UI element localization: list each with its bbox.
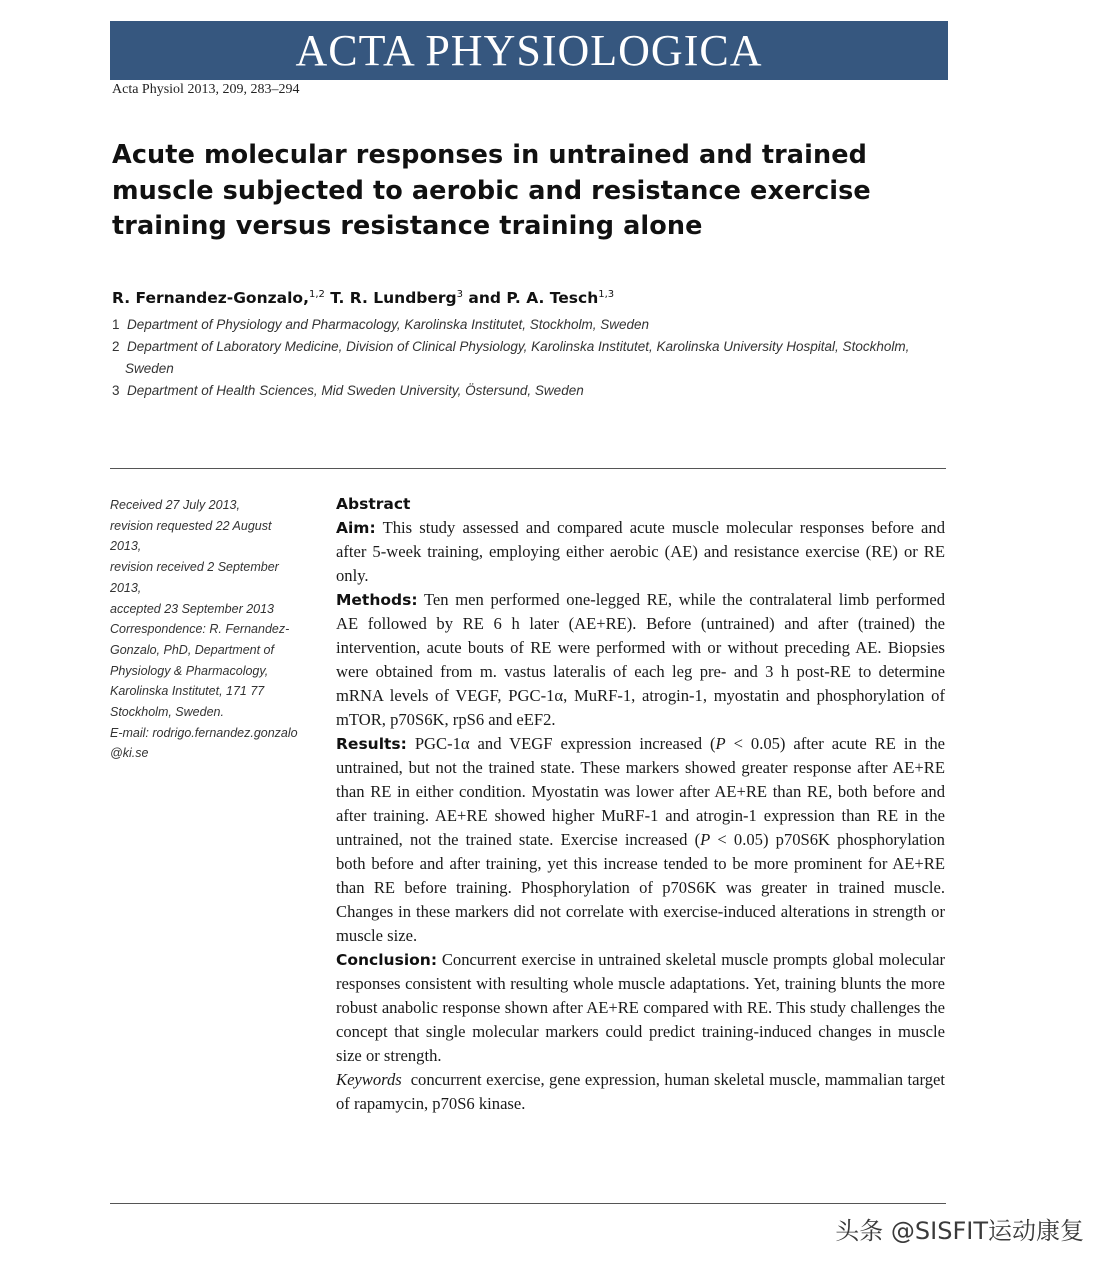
author-list [112, 289, 614, 307]
keywords-text: concurrent exercise, gene expression, human skeletal muscle, mammalian target of rapamycin, p70S6 kinase. [336, 1070, 946, 1113]
affiliation-text: Department of Health Sciences, Mid Sweden University, Östersund, Sweden [127, 383, 584, 398]
results-text: < 0.05) p70S6K phosphorylation both before and after training, yet this increase tended to be more prominent for AE+RE than RE before training. Phosphorylation of p70S6K was greater in trained muscle. Changes in these markers did not correlate with exercise-induced alterations in strength or muscle size. [336, 830, 945, 945]
affiliation-2 [112, 336, 947, 380]
watermark: 头条 @SISFIT运动康复 [835, 1217, 1084, 1245]
citation: Acta Physiol 2013, 209, 283–294 [112, 82, 300, 97]
affiliation-text: Department of Physiology and Pharmacology, Karolinska Institutet, Stockholm, Sweden [127, 317, 650, 332]
abstract-heading: Abstract [336, 495, 411, 513]
results-label: Results: [336, 735, 407, 753]
meta-line: 2013, [110, 580, 142, 595]
meta-line: Correspondence: R. Fernandez- [110, 622, 290, 637]
conclusion-label: Conclusion: [336, 951, 438, 969]
abstract-conclusion [336, 948, 945, 1068]
meta-line: 2013, [110, 539, 142, 554]
meta-line: Received 27 July 2013, [110, 498, 240, 512]
meta-line: revision received 2 September [110, 560, 279, 575]
meta-line: E-mail: rodrigo.fernandez.gonzalo [110, 725, 298, 740]
meta-line: Karolinska Institutet, 171 77 [110, 684, 265, 699]
meta-line: @ki.se [110, 746, 149, 761]
affiliation-text: Department of Laboratory Medicine, Division of Clinical Physiology, Karolinska Institutet, Karolinska University Hospital, Stockholm, [127, 339, 910, 354]
abstract-methods [336, 588, 945, 732]
results-text: PGC-1α and VEGF expression increased ( [414, 734, 716, 753]
affiliation-1 [112, 314, 947, 336]
meta-line: Gonzalo, PhD, Department of [110, 642, 274, 657]
affiliation-number: 1 [112, 317, 120, 332]
affiliation-number: 2 [112, 339, 120, 354]
p-value-symbol: P [700, 830, 711, 849]
author-affiliation-marker: 3 [456, 289, 464, 300]
journal-banner [110, 21, 948, 80]
abstract-results [336, 732, 945, 948]
author-name: and P. A. Tesch [463, 289, 599, 308]
article-metadata [110, 495, 310, 764]
meta-line: revision requested 22 August [110, 518, 272, 533]
methods-text: Ten men performed one-legged RE, while the contralateral limb performed AE followed by RE 6 h later (AE+RE). Before (untrained) and after (trained) the intervention, acute bouts of RE were performed with or without preceding AE. Biopsies were obtained from m. vastus lateralis of each leg pre- and 3 h post-RE to determine mRNA levels of VEGF, PGC-1α, MuRF-1, atrogin-1, myostatin and phosphorylation of mTOR, p70S6K, rpS6 and eEF2. [336, 590, 945, 729]
results-text: < 0.05) after acute RE in the untrained, but not the trained state. These markers showed greater response after AE+RE than RE in either condition. Myostatin was lower after AE+RE than RE, both before and after training. AE+RE showed higher MuRF-1 and atrogin-1 expression than RE in the untrained, not the trained state. Exercise increased ( [336, 734, 945, 849]
meta-line: accepted 23 September 2013 [110, 601, 275, 616]
author-name: T. R. Lundberg [324, 289, 457, 308]
abstract-keywords [336, 1068, 945, 1116]
author-name: R. Fernandez-Gonzalo, [112, 289, 309, 308]
bottom-divider [110, 1203, 946, 1204]
keywords-label: Keywords [336, 1070, 402, 1089]
journal-name: ACTA PHYSIOLOGICA [295, 26, 763, 75]
affiliation-number: 3 [112, 383, 120, 398]
affiliation-3 [112, 380, 947, 402]
top-divider [110, 468, 946, 469]
aim-text: This study assessed and compared acute muscle molecular responses before and after 5-week training, employing either aerobic (AE) and resistance exercise (RE) or RE only. [336, 518, 945, 585]
abstract-aim [336, 516, 945, 588]
methods-label: Methods: [336, 591, 418, 609]
aim-label: Aim: [336, 519, 376, 537]
article-title: Acute molecular responses in untrained and trained muscle subjected to aerobic and resistance exercise training versus resistance training alone [112, 140, 871, 241]
abstract [336, 492, 945, 1116]
author-affiliation-marker: 1,3 [598, 289, 615, 300]
author-affiliation-marker: 1,2 [308, 289, 325, 300]
meta-line: Stockholm, Sweden. [110, 705, 224, 720]
p-value-symbol: P [715, 734, 726, 753]
conclusion-text: Concurrent exercise in untrained skeletal muscle prompts global molecular responses consistent with resulting whole muscle adaptations. Yet, training blunts the more robust anabolic response shown after AE+RE compared with RE. This study challenges the concept that single molecular markers could predict training-induced changes in muscle size or strength. [336, 950, 945, 1065]
meta-line: Physiology & Pharmacology, [110, 663, 269, 678]
affiliation-text-continued: Sweden [125, 361, 174, 376]
